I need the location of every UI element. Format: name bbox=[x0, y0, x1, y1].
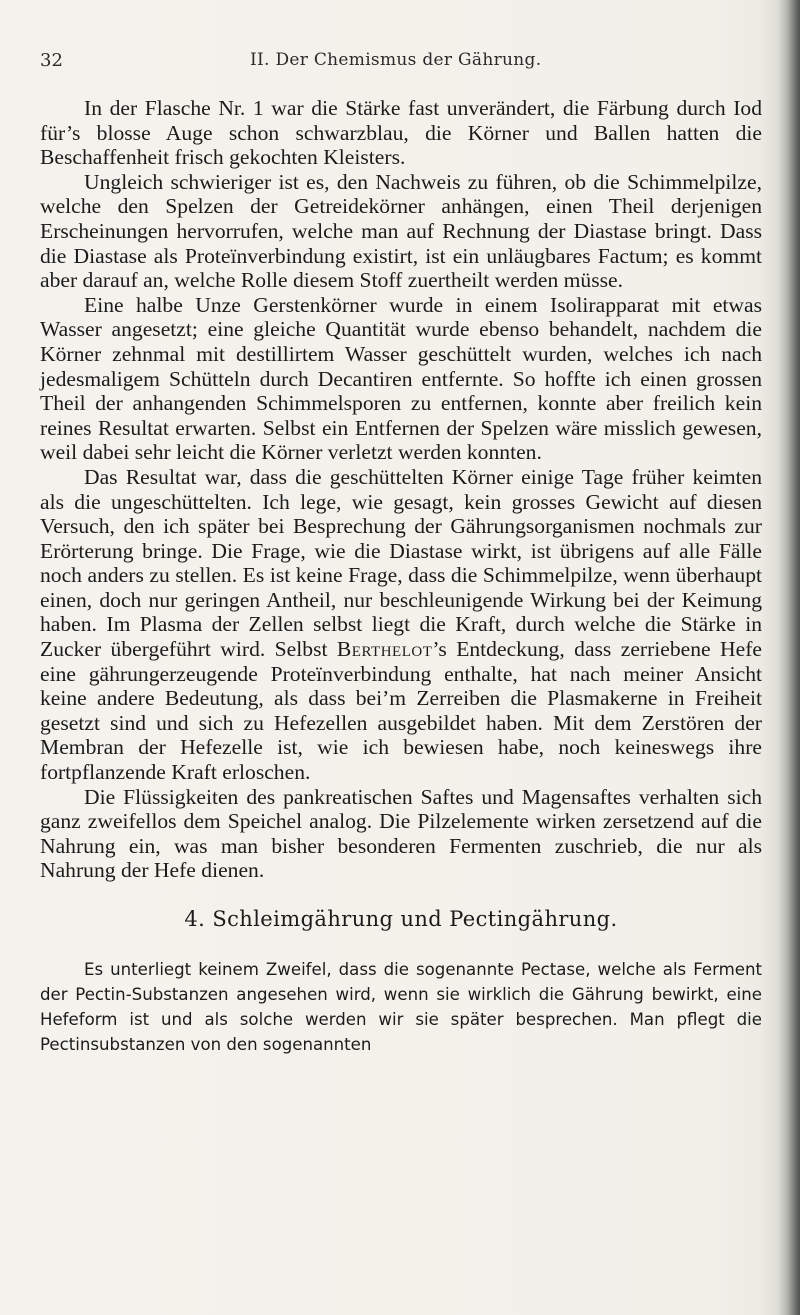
page-edge-shadow bbox=[778, 0, 800, 1315]
body-text bbox=[40, 96, 762, 1057]
section-heading: 4. Schleimgährung und Pectingährung. bbox=[184, 907, 618, 931]
paragraph-3: Eine halbe Unze Gerstenkörner wurde in einem Isolirapparat mit etwas Wasser angesetzt; eine gleiche Quantität wurde ebenso behandelt, nachdem die Körner zehnmal mit destillirtem Wasser geschüttelt wurden, welches ich nach jedesmaligem Schütteln durch Decantiren entfernte. So hoffte ich einen grossen Theil der anhangenden Schimmelsporen zu entfernen, konnte aber freilich kein reines Resultat erwarten. Selbst ein Entfernen der Spelzen wäre misslich gewesen, weil dabei sehr leicht die Körner verletzt werden konnten. bbox=[40, 292, 762, 465]
paragraph-4 bbox=[40, 465, 762, 785]
paragraph-5: Die Flüssigkeiten des pankreatischen Saftes und Magensaftes verhalten sich ganz zweifellos dem Speichel analog. Die Pilzelemente wirken zersetzend auf die Nahrung ein, was man bisher besonderen Fermenten zuschrieb, die nur als Nahrung der Hefe dienen. bbox=[40, 784, 762, 883]
paragraph-2: Ungleich schwieriger ist es, den Nachweis zu führen, ob die Schimmelpilze, welche den Spelzen der Getreidekörner anhängen, einen Theil derjenigen Erscheinungen hervorrufen, welche man auf Rechnung der Diastase bringt. Dass die Diastase als Proteïnverbindung existirt, ist ein unläugbares Factum; es kommt aber darauf an, welche Rolle diesem Stoff zuertheilt werden müsse. bbox=[40, 169, 762, 293]
page-header bbox=[40, 50, 740, 80]
running-head: II. Der Chemismus der Gährung. bbox=[250, 50, 542, 70]
paragraph-4-part-1: Das Resultat war, dass die geschüttelten Körner einige Tage früher keimten als die ungeschüttelten. Ich lege, wie gesagt, kein grosses Gewicht auf diesen Versuch, den ich später bei Besprechung der Gährungsorganismen nochmals zur Erörterung bringe. Die Frage, wie die Diastase wirkt, ist übrigens auf alle Fälle noch anders zu stellen. Es ist keine Frage, dass die Schimmelpilze, wenn überhaupt einen, doch nur geringen Antheil, nur beschleunigende Wirkung bei der Keimung haben. Im Plasma der Zellen selbst liegt die Kraft, durch welche die Stärke in Zucker übergeführt wird. Selbst bbox=[40, 464, 762, 662]
paragraph-1: In der Flasche Nr. 1 war die Stärke fast unverändert, die Färbung durch Iod für’s blosse Auge schon schwarzblau, die Körner und Ballen hatten die Beschaffenheit frisch gekochten Kleisters. bbox=[40, 96, 762, 170]
paragraph-4-part-2: ’s Entdeckung, dass zerriebene Hefe eine gährungerzeugende Proteïnverbindung enthalte, hat nach meiner Ansicht keine andere Bedeutung, als dass bei’m Zerreiben die Plasmakerne in Freiheit gesetzt sind und sich zu Hefezellen ausgebildet haben. Mit dem Zerstören der Membran der Hefezelle ist, wie ich bewiesen habe, noch keineswegs ihre fortpflanzende Kraft erloschen. bbox=[40, 637, 762, 785]
section-paragraph: Es unterliegt keinem Zweifel, dass die sogenannte Pectase, welche als Ferment der Pectin-Substanzen angesehen wird, wenn sie wirklich die Gährung bewirkt, eine Hefeform ist und als solche werden wir sie später besprechen. Man pflegt die Pectinsubstanzen von den sogenannten bbox=[40, 960, 762, 1054]
author-name-berthelot: Berthelot bbox=[336, 637, 433, 662]
page-number: 32 bbox=[40, 50, 63, 71]
